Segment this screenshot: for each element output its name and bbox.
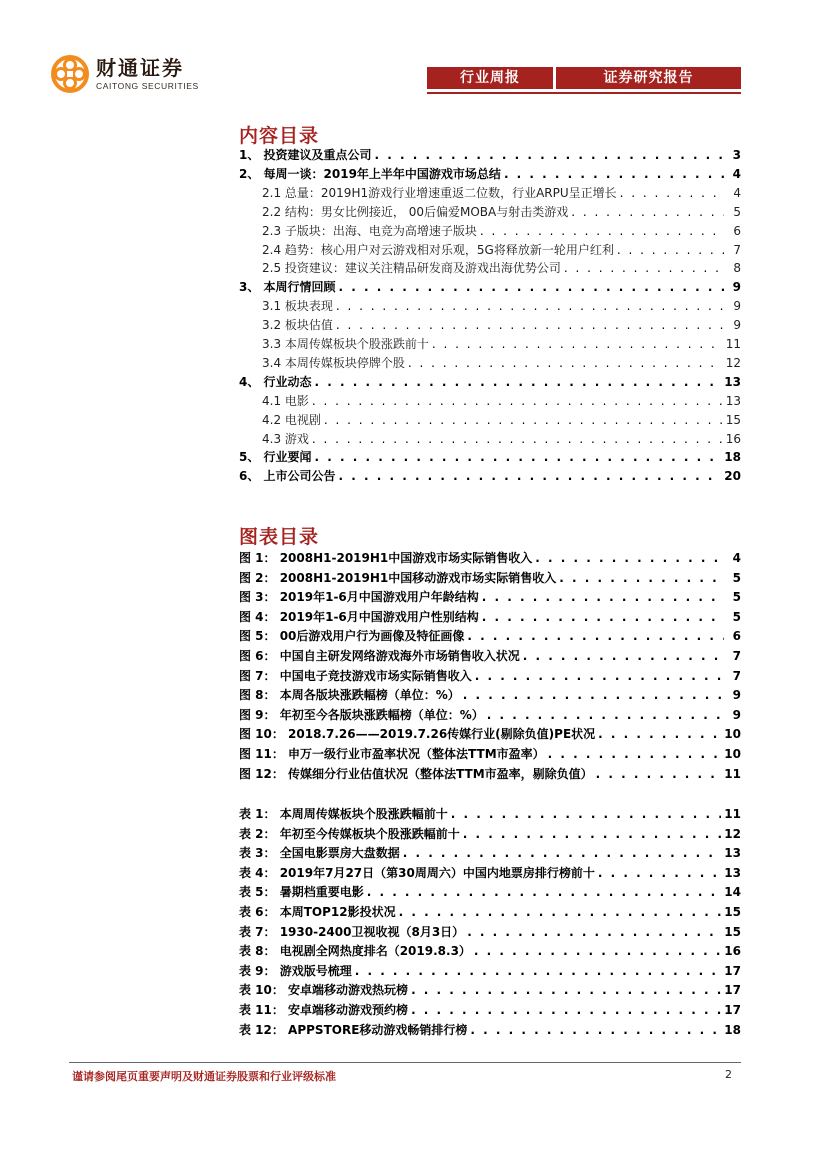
dot-leader <box>463 825 722 843</box>
page-number: 2 <box>725 1068 732 1081</box>
figure-entry-page: 9 <box>732 707 741 722</box>
company-logo <box>50 52 199 96</box>
figure-entry-label: 图 7： 中国电子竞技游戏市场实际销售收入 <box>239 668 472 683</box>
figure-entry-page: 4 <box>732 551 741 565</box>
figure-entry[interactable] <box>239 706 741 724</box>
figure-entry[interactable] <box>239 569 741 587</box>
figure-entry-page: 5 <box>732 590 741 605</box>
figure-entry[interactable] <box>239 667 741 685</box>
toc-entry-label: 4、 行业动态 <box>239 374 312 389</box>
table-entry[interactable] <box>239 942 741 960</box>
toc-entry[interactable] <box>262 222 741 240</box>
toc-entry[interactable] <box>262 184 741 202</box>
dot-leader <box>312 430 723 448</box>
coin-logo-icon <box>50 54 90 94</box>
toc-entry-label: 2.4 趋势：核心用户对云游戏相对乐观，5G将释放新一轮用户红利 <box>262 242 614 257</box>
table-entry[interactable] <box>239 1001 741 1019</box>
footer-disclaimer: 谨请参阅尾页重要声明及财通证券股票和行业评级标准 <box>72 1070 336 1083</box>
toc-entry-page: 7 <box>733 242 741 257</box>
dot-leader <box>596 765 722 783</box>
toc-entry-page: 15 <box>725 412 741 427</box>
table-entry-page: 13 <box>724 865 741 880</box>
figure-entry[interactable] <box>239 627 741 645</box>
toc-entry-page: 9 <box>732 280 741 295</box>
dot-leader <box>336 316 724 334</box>
table-entry[interactable] <box>239 962 741 980</box>
toc-entry[interactable] <box>262 259 741 277</box>
dot-leader <box>467 627 724 645</box>
toc-entry[interactable] <box>239 278 741 296</box>
figure-entry-label: 图 4： 2019年1-6月中国游戏用户性别结构 <box>239 609 479 624</box>
table-entry-page: 14 <box>724 885 741 900</box>
report-type-tag: 行业周报 <box>427 67 553 89</box>
table-entry-label: 表 3： 全国电影票房大盘数据 <box>239 846 400 861</box>
figure-entry[interactable] <box>239 647 741 665</box>
dot-leader <box>598 725 721 743</box>
toc-entry-page: 4 <box>733 185 741 200</box>
toc-entry-label: 2、 每周一谈：2019年上半年中国游戏市场总结 <box>239 166 501 181</box>
dot-leader <box>315 448 722 466</box>
figure-entry-page: 6 <box>732 629 741 644</box>
toc-entry-label: 3.2 板块估值 <box>262 318 333 333</box>
toc-entry-page: 8 <box>733 261 741 276</box>
table-entry-label: 表 9： 游戏版号梳理 <box>239 963 352 978</box>
dot-leader <box>403 844 722 862</box>
figure-entry[interactable] <box>239 745 741 763</box>
figure-entry[interactable] <box>239 549 741 567</box>
table-entry-page: 15 <box>724 924 741 939</box>
dot-leader <box>548 745 722 763</box>
toc-entry[interactable] <box>262 316 741 334</box>
toc-title: 内容目录 <box>239 125 320 147</box>
toc-entry[interactable] <box>262 354 741 372</box>
table-entry-label: 表 11： 安卓端移动游戏预约榜 <box>239 1003 409 1017</box>
report-type-banner <box>427 67 741 89</box>
figure-entry-page: 5 <box>732 570 741 585</box>
figure-entry-page: 7 <box>732 649 741 663</box>
toc-entry-page: 6 <box>733 223 741 238</box>
logo-english-name: CAITONG SECURITIES <box>96 80 199 91</box>
toc-entry[interactable] <box>262 203 741 221</box>
toc-entry-label: 4.1 电影 <box>262 393 309 408</box>
toc-entry-page: 13 <box>724 374 741 389</box>
logo-chinese-name: 财通证券 <box>96 55 184 80</box>
figure-entry-page: 10 <box>724 727 741 742</box>
table-entry[interactable] <box>239 883 741 901</box>
table-entry-page: 11 <box>724 807 741 821</box>
toc-entry-label: 3.4 本周传媒板块停牌个股 <box>262 355 405 370</box>
toc-entry-page: 9 <box>733 318 741 333</box>
header-divider <box>427 92 741 94</box>
dot-leader <box>620 184 724 202</box>
figure-entry-page: 11 <box>724 766 741 781</box>
dot-leader <box>336 297 724 315</box>
table-entry-page: 17 <box>724 1003 741 1017</box>
toc-entry[interactable] <box>262 241 741 259</box>
table-entry[interactable] <box>239 864 741 882</box>
toc-entry-page: 3 <box>732 148 741 162</box>
toc-entry-page: 13 <box>725 393 741 408</box>
dot-leader <box>375 146 724 164</box>
toc-entry-page: 5 <box>733 204 741 219</box>
toc-entry[interactable] <box>239 165 741 183</box>
figure-entry[interactable] <box>239 725 741 743</box>
toc-entry-label: 1、 投资建议及重点公司 <box>239 148 372 162</box>
toc-entry[interactable] <box>262 297 741 315</box>
dot-leader <box>463 686 724 704</box>
dot-leader <box>467 923 721 941</box>
figure-entry-label: 图 6： 中国自主研发网络游戏海外市场销售收入状况 <box>239 649 520 663</box>
toc-entry[interactable] <box>262 392 741 410</box>
figure-entry-label: 图 2： 2008H1-2019H1中国移动游戏市场实际销售收入 <box>239 570 557 585</box>
table-entry-label: 表 4： 2019年7月27日（第30周周六）中国内地票房排行榜前十 <box>239 865 595 880</box>
toc-entry-label: 3.3 本周传媒板块个股涨跌前十 <box>262 337 429 351</box>
figure-entry-label: 图 10： 2018.7.26——2019.7.26传媒行业(剔除负值)PE状况 <box>239 727 596 742</box>
dot-leader <box>474 942 721 960</box>
dot-leader <box>411 1001 721 1019</box>
dot-leader <box>564 259 724 277</box>
toc-entry-label: 4.3 游戏 <box>262 431 309 446</box>
toc-entry[interactable] <box>239 146 741 164</box>
toc-entry[interactable] <box>239 448 741 466</box>
table-entry-page: 15 <box>724 905 741 919</box>
dot-leader <box>559 569 724 587</box>
dot-leader <box>399 903 722 921</box>
dot-leader <box>571 203 724 221</box>
dot-leader <box>408 354 723 372</box>
dot-leader <box>523 647 724 665</box>
toc-entry[interactable] <box>262 411 741 429</box>
figures-title: 图表目录 <box>239 526 320 548</box>
dot-leader <box>480 222 724 240</box>
dot-leader <box>432 335 723 353</box>
dot-leader <box>598 864 721 882</box>
table-entry[interactable] <box>239 981 741 999</box>
toc-entry-label: 2.1 总量：2019H1游戏行业增速重返二位数，行业ARPU呈正增长 <box>262 185 617 200</box>
toc-entry-page: 11 <box>725 337 741 351</box>
dot-leader <box>339 467 722 485</box>
toc-entry[interactable] <box>262 335 741 353</box>
dot-leader <box>504 165 724 183</box>
dot-leader <box>535 549 724 567</box>
table-entry[interactable] <box>239 903 741 921</box>
table-entry[interactable] <box>239 1021 741 1039</box>
report-category-tag: 证券研究报告 <box>556 67 741 89</box>
table-entry-label: 表 2： 年初至今传媒板块个股涨跌幅前十 <box>239 826 460 841</box>
figure-entry-label: 图 11： 申万一级行业市盈率状况（整体法TTM市盈率） <box>239 747 545 761</box>
toc-entry[interactable] <box>239 373 741 391</box>
toc-entry-page: 12 <box>725 355 741 370</box>
figure-entry-page: 7 <box>732 668 741 683</box>
toc-entry-page: 20 <box>724 469 741 484</box>
figure-entry-label: 图 5： 00后游戏用户行为画像及特征画像 <box>239 629 465 644</box>
table-entry-page: 16 <box>724 944 741 959</box>
table-entry-label: 表 8： 电视剧全网热度排名（2019.8.3） <box>239 944 471 959</box>
toc-entry-label: 6、 上市公司公告 <box>239 469 336 484</box>
table-entry-label: 表 12： APPSTORE移动游戏畅销排行榜 <box>239 1022 468 1037</box>
toc-entry[interactable] <box>262 430 741 448</box>
toc-entry[interactable] <box>239 467 741 485</box>
table-entry-page: 13 <box>724 846 741 861</box>
figure-entry-label: 图 9： 年初至今各版块涨跌幅榜（单位：%） <box>239 707 484 722</box>
toc-entry-label: 4.2 电视剧 <box>262 412 321 427</box>
figure-entry-label: 图 12： 传媒细分行业估值状况（整体法TTM市盈率，剔除负值） <box>239 766 593 781</box>
figure-entry-page: 10 <box>724 747 741 761</box>
dot-leader <box>339 278 724 296</box>
figure-entry[interactable] <box>239 686 741 704</box>
dot-leader <box>315 373 722 391</box>
table-entry-page: 18 <box>724 1022 741 1037</box>
table-entry[interactable] <box>239 923 741 941</box>
figure-entry[interactable] <box>239 765 741 783</box>
toc-entry-page: 4 <box>732 166 741 181</box>
figure-entry-label: 图 1： 2008H1-2019H1中国游戏市场实际销售收入 <box>239 551 533 565</box>
table-entry-page: 17 <box>724 983 741 998</box>
toc-entry-page: 18 <box>724 450 741 465</box>
figure-entry-page: 5 <box>732 609 741 624</box>
figure-entry-page: 9 <box>732 688 741 703</box>
footer-divider <box>69 1062 741 1063</box>
figure-entry[interactable] <box>239 588 741 606</box>
figure-entry-label: 图 3： 2019年1-6月中国游戏用户年龄结构 <box>239 590 479 605</box>
table-entry-page: 17 <box>724 963 741 978</box>
table-entry[interactable] <box>239 805 741 823</box>
table-entry[interactable] <box>239 844 741 862</box>
toc-entry-label: 3、 本周行情回顾 <box>239 280 336 295</box>
toc-entry-label: 2.3 子版块：出海、电竞为高增速子版块 <box>262 223 477 238</box>
dot-leader <box>475 667 724 685</box>
table-entry-label: 表 5： 暑期档重要电影 <box>239 885 364 900</box>
dot-leader <box>312 392 723 410</box>
dot-leader <box>470 1021 721 1039</box>
table-entry-label: 表 7： 1930-2400卫视收视（8月3日） <box>239 924 465 939</box>
dot-leader <box>367 883 722 901</box>
toc-entry-label: 3.1 板块表现 <box>262 299 333 314</box>
dot-leader <box>617 241 724 259</box>
toc-entry-label: 2.2 结构：男女比例接近， 00后偏爱MOBA与射击类游戏 <box>262 204 569 219</box>
dot-leader <box>451 805 722 823</box>
figure-entry-label: 图 8： 本周各版块涨跌幅榜（单位：%） <box>239 688 460 703</box>
table-entry-label: 表 10： 安卓端移动游戏热玩榜 <box>239 983 409 998</box>
table-entry[interactable] <box>239 825 741 843</box>
table-entry-label: 表 6： 本周TOP12影投状况 <box>239 905 396 919</box>
toc-entry-page: 9 <box>733 299 741 314</box>
dot-leader <box>487 706 724 724</box>
dot-leader <box>324 411 723 429</box>
dot-leader <box>482 588 724 606</box>
dot-leader <box>355 962 722 980</box>
table-entry-page: 12 <box>724 826 741 841</box>
toc-entry-label: 2.5 投资建议：建议关注精品研发商及游戏出海优势公司 <box>262 261 561 276</box>
figure-entry[interactable] <box>239 608 741 626</box>
dot-leader <box>411 981 721 999</box>
dot-leader <box>482 608 724 626</box>
toc-entry-page: 16 <box>725 431 741 446</box>
table-entry-label: 表 1： 本周周传媒板块个股涨跌幅前十 <box>239 807 448 821</box>
toc-entry-label: 5、 行业要闻 <box>239 450 312 465</box>
